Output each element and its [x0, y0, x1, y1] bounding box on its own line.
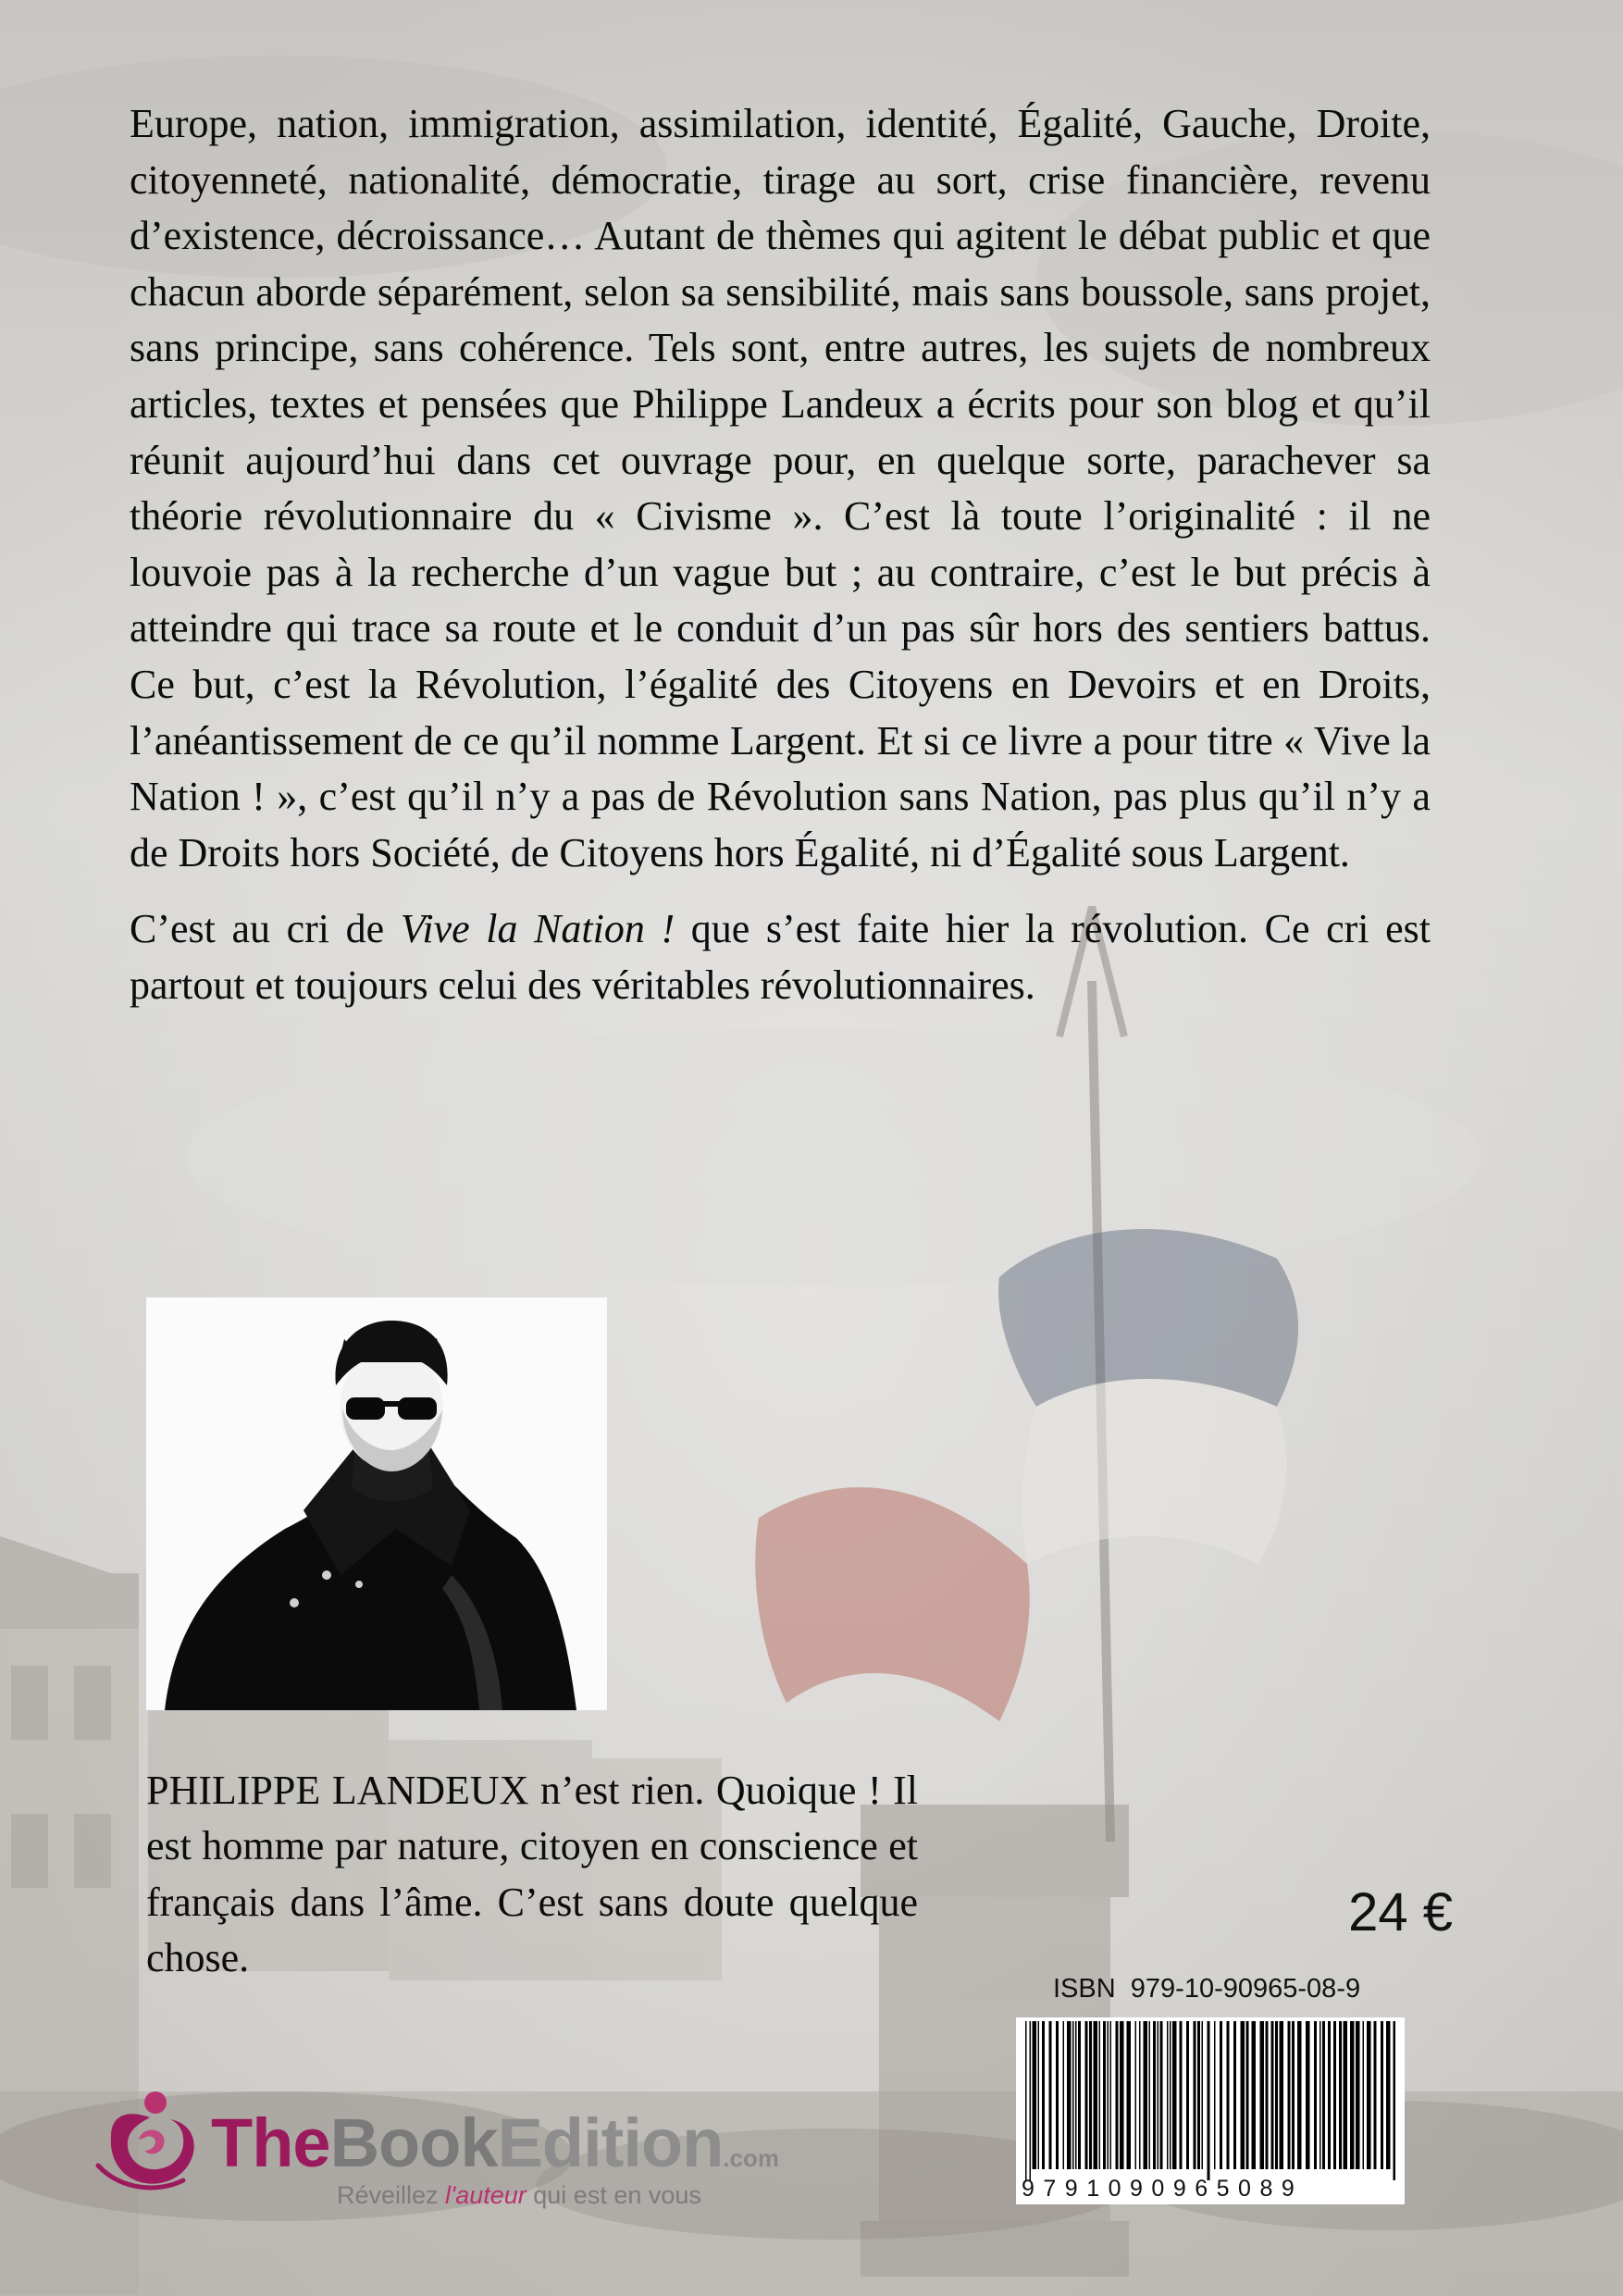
barcode-bar	[1135, 2021, 1137, 2169]
barcode-bar	[1197, 2021, 1200, 2169]
publisher-logo	[93, 2080, 833, 2219]
barcode-bar	[1328, 2021, 1331, 2169]
barcode-bar	[1246, 2021, 1249, 2169]
barcode-bar	[1025, 2021, 1027, 2180]
barcode-bar	[1322, 2021, 1325, 2169]
barcode-bar	[1153, 2021, 1156, 2169]
barcode-bar	[1160, 2021, 1163, 2169]
barcode-bar	[1260, 2021, 1265, 2169]
price-label: 24 €	[1348, 1882, 1453, 1942]
closing-text-italic: Vive la Nation !	[400, 906, 675, 952]
barcode-bar	[1067, 2021, 1072, 2169]
publisher-name-the: The	[211, 2104, 330, 2181]
barcode-bar	[1333, 2021, 1336, 2169]
barcode-bar	[1170, 2021, 1171, 2169]
barcode-bar	[1144, 2021, 1148, 2169]
barcode-bar	[1314, 2021, 1317, 2169]
barcode-bar	[1033, 2021, 1037, 2169]
barcode-bar	[1220, 2021, 1222, 2169]
author-portrait-svg	[146, 1297, 607, 1710]
barcode-bar	[1116, 2021, 1119, 2169]
barcode-bar	[1214, 2021, 1216, 2169]
barcode-bar	[1386, 2021, 1391, 2169]
barcode-bar	[1227, 2021, 1230, 2169]
tagline-before: Réveillez	[337, 2181, 446, 2209]
publisher-name-book: Book	[329, 2104, 498, 2181]
barcode-bar	[1167, 2021, 1169, 2169]
barcode-bar	[1241, 2021, 1245, 2169]
back-cover-description	[130, 96, 1431, 1014]
closing-paragraph	[130, 901, 1431, 1013]
barcode-bar	[1172, 2021, 1177, 2169]
author-portrait-photo	[146, 1297, 607, 1710]
closing-text-before: C’est au cri de	[130, 906, 401, 952]
barcode-bar	[1356, 2021, 1360, 2169]
description-paragraph: Europe, nation, immigration, assimilation, identité, Égalité, Gauche, Droite, citoyenneté, nationalité, démocratie, tirage au sort, crise financière, revenu d’existence, décroissance… Autant de thèmes qui agitent le débat public et que chacun aborde séparément, selon sa sensibilité, mais sans boussole, sans projet, sans principe, sans cohérence. Tels sont, entre autres, les sujets de nombreux articles, textes et pensées que Philippe Landeux a écrits pour son blog et qu’il réunit aujourd’hui dans cet ouvrage pour, en quelque sorte, parachever sa théorie révolutionnaire du « Civisme ». C’est là toute l’originalité : il ne louvoie pas à la recherche d’un vague but ; au contraire, c’est le but précis à atteindre qui trace sa route et le conduit d’un pas sûr hors des sentiers battus. Ce but, c’est la Révolution, l’égalité des Citoyens en Devoirs et en Droits, l’anéantissement de ce qu’il nomme Largent. Et si ce livre a pour titre « Vive la Nation ! », c’est qu’il n’y a pas de Révolution sans Nation, pas plus qu’il n’y a de Droits hors Société, de Citoyens hors Égalité, ni d’Égalité sous Largent.	[130, 101, 1431, 875]
barcode-bar	[1339, 2021, 1342, 2169]
publisher-name-edition: Edition	[497, 2104, 724, 2181]
barcode-bar	[1288, 2021, 1291, 2169]
barcode-bar	[1280, 2021, 1284, 2169]
person-circle-logo-icon	[93, 2080, 208, 2191]
barcode-bar	[1094, 2021, 1098, 2169]
barcode-bar	[1158, 2021, 1159, 2169]
barcode-bar	[1149, 2021, 1151, 2169]
barcode-digits: 9791090965089	[1022, 2176, 1304, 2202]
barcode-bar	[1042, 2021, 1045, 2169]
barcode-bar	[1275, 2021, 1278, 2169]
barcode-bar	[1089, 2021, 1092, 2169]
barcode-bar	[1072, 2021, 1074, 2169]
barcode-bar	[1208, 2021, 1210, 2180]
barcode-bar	[1078, 2021, 1081, 2169]
barcode-bar	[1120, 2021, 1124, 2169]
barcode-bar	[1319, 2021, 1321, 2169]
barcode-bar	[1350, 2021, 1355, 2169]
barcode-bar	[1194, 2021, 1196, 2169]
barcode-bar	[1297, 2021, 1302, 2169]
barcode-bar	[1252, 2021, 1257, 2169]
barcode-bar	[1363, 2021, 1365, 2169]
barcode-bar	[1103, 2021, 1106, 2169]
barcode-bar	[1292, 2021, 1295, 2169]
barcode-bar	[1266, 2021, 1269, 2169]
barcode-bar	[1108, 2021, 1109, 2169]
barcode-bar	[1127, 2021, 1132, 2169]
tagline-accent: l'auteur	[445, 2181, 527, 2209]
barcode-bar	[1186, 2021, 1189, 2169]
barcode-bar	[1110, 2021, 1112, 2169]
barcode-bar	[1367, 2021, 1371, 2169]
barcode-bar	[1139, 2021, 1141, 2169]
barcode-bar	[1085, 2021, 1088, 2169]
barcode-bar	[1038, 2021, 1040, 2169]
isbn-label: ISBN 979-10-90965-08-9	[1053, 1974, 1361, 2004]
barcode-bar	[1056, 2021, 1059, 2169]
barcode-bar	[1271, 2021, 1274, 2169]
closing-text-after: que s’est faite hier la révolution. Ce cri est partout et toujours celui des véritables révolutionnaires.	[130, 906, 1431, 1008]
barcode-bar	[1306, 2021, 1310, 2169]
barcode-bar	[1075, 2021, 1077, 2169]
barcode-bar	[1202, 2021, 1204, 2169]
barcode-bar	[1049, 2021, 1052, 2169]
barcode-bar	[1344, 2021, 1348, 2169]
author-bio: PHILIPPE LANDEUX n’est rien. Quoique ! Il est homme par nature, citoyen en conscience et français dans l’âme. C’est sans doute quelque chose.	[146, 1768, 918, 1981]
logo-mark-svg	[93, 2080, 208, 2191]
tagline-after: qui est en vous	[526, 2181, 701, 2209]
publisher-tagline	[337, 2180, 701, 2210]
barcode-bar	[1063, 2021, 1065, 2169]
barcode-bar	[1180, 2021, 1183, 2169]
barcode-bar	[1233, 2021, 1236, 2169]
barcode-bar	[1381, 2021, 1383, 2169]
barcode-bar	[1394, 2021, 1396, 2180]
barcode-bar	[1099, 2021, 1101, 2169]
barcode-bar	[1374, 2021, 1377, 2169]
publisher-name-suffix: .com	[723, 2144, 779, 2172]
barcode-bar	[1030, 2021, 1032, 2180]
isbn-barcode	[1016, 2017, 1405, 2204]
